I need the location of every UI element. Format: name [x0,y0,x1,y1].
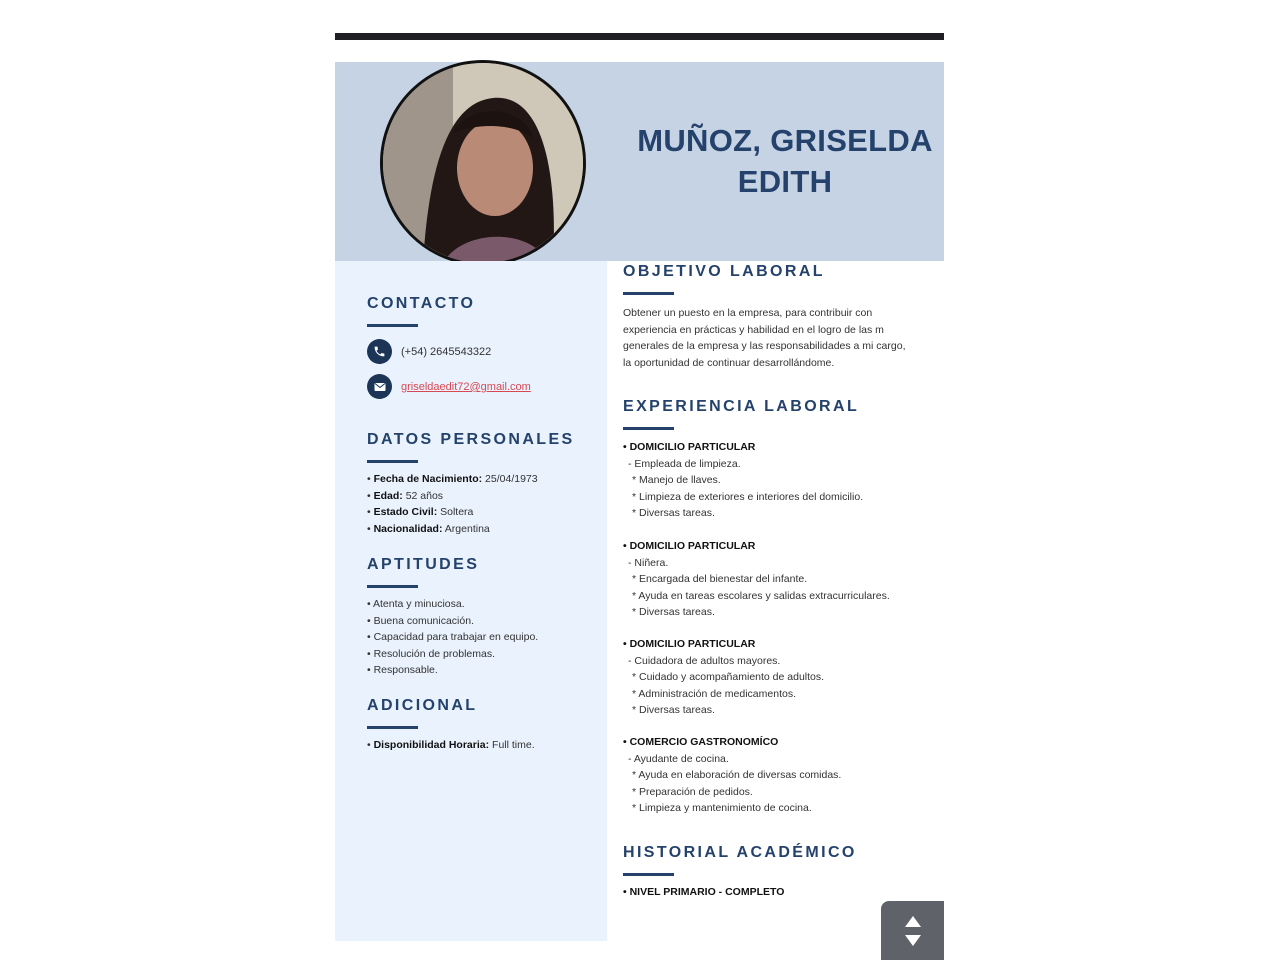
experience-title: EXPERIENCIA LABORAL [623,398,860,415]
top-bar [335,33,944,40]
additional-list [367,737,535,754]
list-item: • Edad: 52 años [367,489,444,502]
education-rule [623,873,674,876]
personal-rule [367,460,418,463]
additional-rule [367,726,418,729]
objective-rule [623,292,674,295]
objective-title: OBJETIVO LABORAL [623,263,825,280]
job-entry: • COMERCIO GASTRONOMÍCO - Ayudante de cocina. * Ayuda en elaboración de diversas comidas. * Preparación de pedidos. * Limpieza y mantenimiento de cocina. [623,736,842,814]
job-entry: • DOMICILIO PARTICULAR - Niñera. * Encargada del bienestar del infante. * Ayuda en tareas escolares y salidas extracurriculares. * Diversas tareas. [623,540,890,618]
job-entry: • DOMICILIO PARTICULAR - Cuidadora de adultos mayores. * Cuidado y acompañamiento de adultos. * Administración de medicamentos. * Diversas tareas. [623,638,825,716]
envelope-icon [367,374,392,399]
list-item: • Capacidad para trabajar en equipo. [367,631,539,643]
profile-photo [380,60,586,266]
name-line-2: EDITH [737,164,833,199]
contact-rule [367,324,418,327]
skills-title: APTITUDES [367,556,480,573]
list-item: • Disponibilidad Horaria: Full time. [367,739,535,751]
contact-title: CONTACTO [367,295,476,312]
objective-text: Obtener un puesto en la empresa, para contribuir con experiencia en prácticas y habilidad en el logro de las m generales de la empresa y las responsabilidades a mi cargo, la oportunidad de continuar desarrollándome. [623,307,906,369]
list-item: • Estado Civil: Soltera [367,506,474,518]
list-item: • Atenta y minuciosa. [367,598,465,610]
personal-title: DATOS PERSONALES [367,431,575,448]
personal-list [367,471,538,537]
list-item: • Buena comunicación. [367,614,474,627]
list-item: • Responsable. [367,664,438,676]
full-name [620,120,950,202]
education-item: • NIVEL PRIMARIO - COMPLETO [623,886,785,898]
list-item: • Fecha de Nacimiento: 25/04/1973 [367,473,538,485]
name-line-1: MUÑOZ, GRISELDA [637,123,933,158]
email-link[interactable]: griseldaedit72@gmail.com [401,381,531,393]
skills-list [367,596,538,679]
skills-rule [367,585,418,588]
education-title: HISTORIAL ACADÉMICO [623,844,857,861]
phone-icon [367,339,392,364]
list-item: • Resolución de problemas. [367,647,495,660]
scroll-updown-icon[interactable] [881,901,944,960]
job-entry: • DOMICILIO PARTICULAR - Empleada de limpieza. * Manejo de llaves. * Limpieza de exteriores e interiores del domicilio. * Diversas tareas. [623,441,864,519]
additional-title: ADICIONAL [367,697,478,714]
list-item: • Nacionalidad: Argentina [367,522,490,535]
experience-rule [623,427,674,430]
phone-number: (+54) 2645543322 [401,346,492,358]
